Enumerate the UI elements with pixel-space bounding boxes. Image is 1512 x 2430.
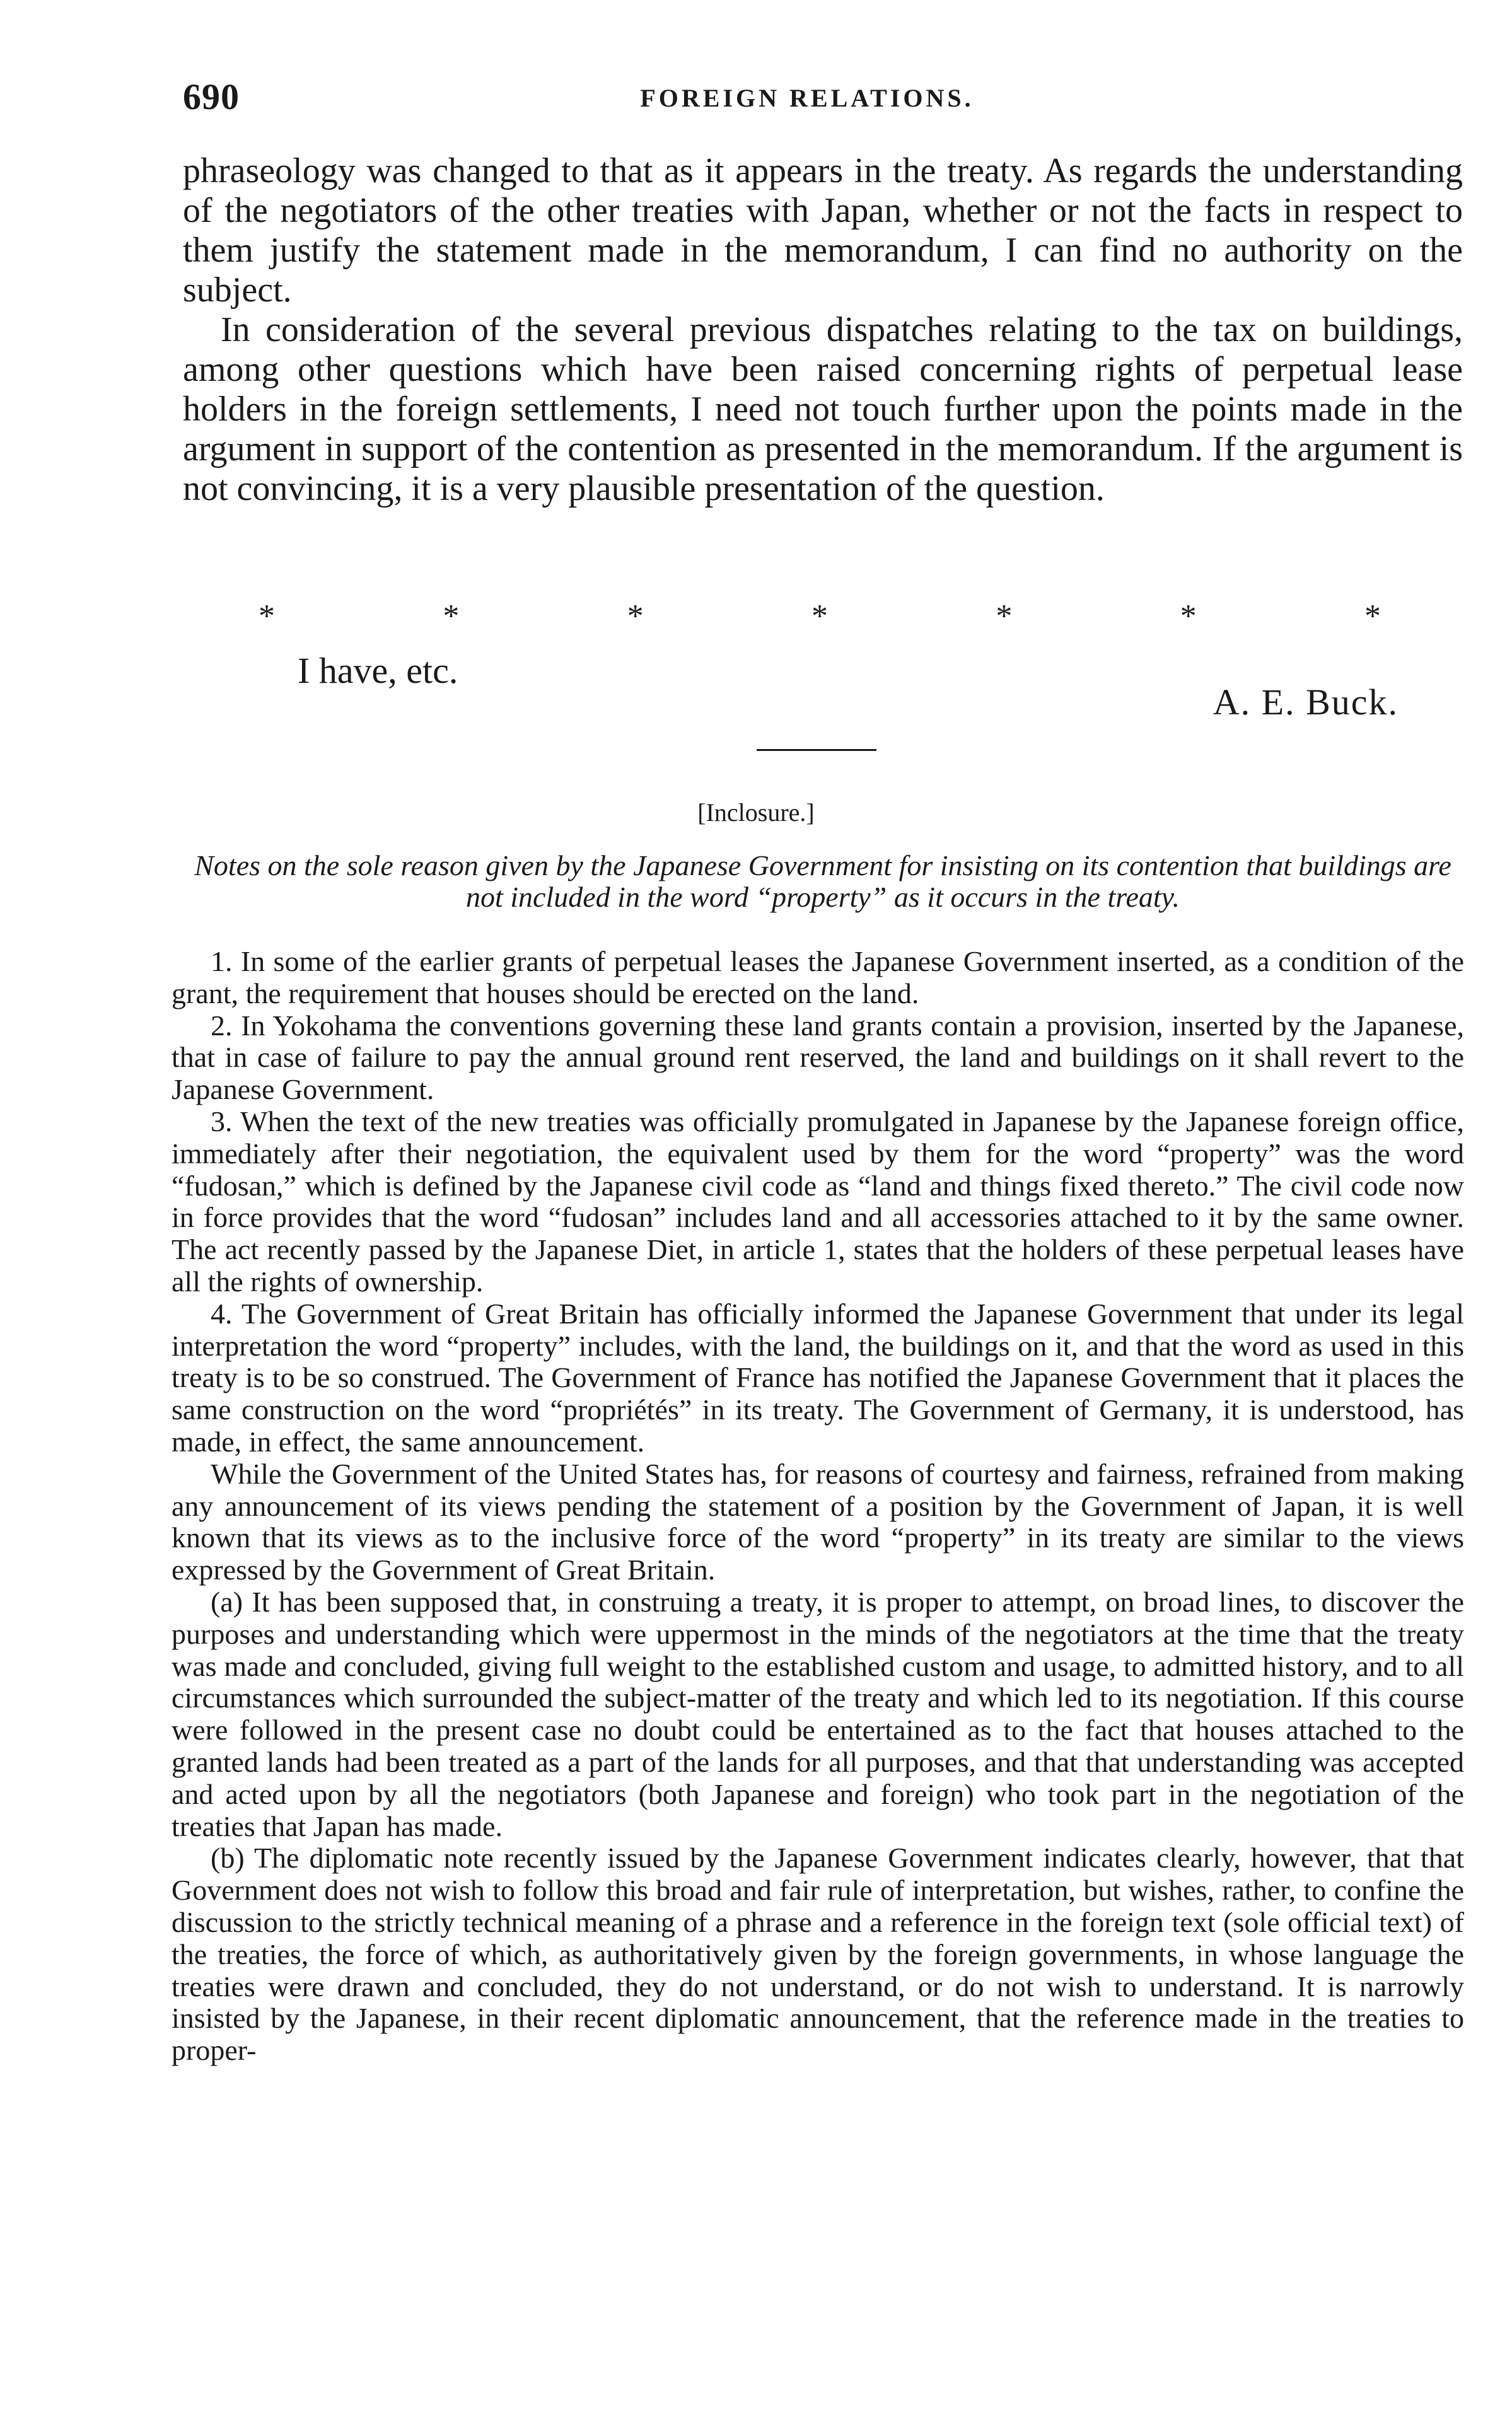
running-head-title: FOREIGN RELATIONS. — [640, 84, 974, 112]
inclosure-label: [Inclosure.] — [697, 798, 815, 827]
signature: A. E. Buck. — [1213, 682, 1399, 723]
asterisk: * — [1180, 598, 1197, 634]
notes-body — [172, 946, 1464, 2067]
note-paragraph: 4. The Government of Great Britain has officially informed the Japanese Government that under its legal interpretation the word “property” includes, with the land, the buildings on it, and that the word as used in this treaty is to be so construed. The Government of France has notified the Japanese Government that it places the same construction on the word “propriétés” in its treaty. The Government of Germany, it is understood, has made, in effect, the same announcement. — [172, 1297, 1464, 1458]
asterisk: * — [443, 598, 460, 634]
asterisk: * — [996, 598, 1013, 634]
asterisk: * — [259, 598, 275, 634]
note-paragraph: 1. In some of the earlier grants of perpetual leases the Japanese Government inserted, as a condition of the grant, the requirement that houses should be erected on the land. — [172, 945, 1464, 1009]
note-paragraph: While the Government of the United States has, for reasons of courtesy and fairness, refrained from making any announcement of its views pending the statement of a position by the Government of Japan, it is well known that its views as to the inclusive force of the word “property” in its treaty are similar to the views expressed by the Government of Great Britain. — [172, 1457, 1464, 1586]
note-paragraph: (b) The diplomatic note recently issued by the Japanese Government indicates clearly, however, that that Government does not wish to follow this broad and fair rule of interpretation, but wishes, rather, to confine the discussion to the strictly technical meaning of a phrase and a reference in the foreign text (sole official text) of the treaties, the force of which, as authoritatively given by the foreign governments, in whose language the treaties were drawn and concluded, they do not understand, or do not wish to understand. It is narrowly insisted by the Japanese, in their recent diplomatic announcement, that the reference made in the treaties to proper- — [172, 1842, 1464, 2067]
asterisk: * — [627, 598, 644, 634]
section-divider — [757, 749, 876, 751]
note-paragraph: (a) It has been supposed that, in construing a treaty, it is proper to attempt, on broad lines, to discover the purposes and understanding which were uppermost in the minds of the negotiators at the time that the treaty was made and concluded, giving full weight to the established custom and usage, to admitted history, and to all circumstances which surrounded the subject-matter of the treaty and which led to its negotiation. If this course were followed in the present case no doubt could be entertained as to the fact that houses attached to the granted lands had been treated as a part of the lands for all purposes, and that that understanding was accepted and acted upon by all the negotiators (both Japanese and foreign) who took part in the negotiation of the treaties that Japan has made. — [172, 1585, 1464, 1842]
note-paragraph: 3. When the text of the new treaties was officially promulgated in Japanese by the Japanese foreign office, immediately after their negotiation, the equivalent used by them for the word “property” was the word “fudosan,” which is defined by the Japanese civil code as “land and things fixed thereto.” The civil code now in force provides that the word “fudosan” includes land and all accessories attached to it by the same owner. The act recently passed by the Japanese Diet, in article 1, states that the holders of these perpetual leases have all the rights of ownership. — [172, 1105, 1464, 1298]
running-head — [183, 76, 1431, 126]
closing-phrase: I have, etc. — [298, 650, 458, 691]
asterisk: * — [1364, 598, 1381, 634]
note-paragraph: 2. In Yokohama the conventions governing these land grants contain a provision, inserted by the Japanese, that in case of failure to pay the annual ground rent reserved, the land and buildings on it shall revert to the Japanese Government. — [172, 1009, 1464, 1106]
paragraph-continuation: phraseology was changed to that as it appears in the treaty. As regards the understanding of the negotiators of the other treaties with Japan, whether or not the facts in respect to them justify the statement made in the memorandum, I can find no authority on the subject. — [183, 151, 1463, 310]
paragraph-consideration: In consideration of the several previous dispatches relating to the tax on buildings, among other questions which have been raised concerning rights of perpetual lease holders in the foreign settlements, I need not touch further upon the points made in the argument in support of the contention as presented in the memorandum. If the argument is not convincing, it is a very plausible presentation of the question. — [183, 310, 1463, 508]
asterisk-separator — [259, 598, 1381, 636]
asterisk: * — [811, 598, 828, 634]
notes-title: Notes on the sole reason given by the Japanese Government for insisting on its contention that buildings are not included in the word “property” as it occurs in the treaty. — [194, 849, 1451, 913]
page-number: 690 — [183, 76, 240, 117]
main-text — [183, 151, 1463, 509]
